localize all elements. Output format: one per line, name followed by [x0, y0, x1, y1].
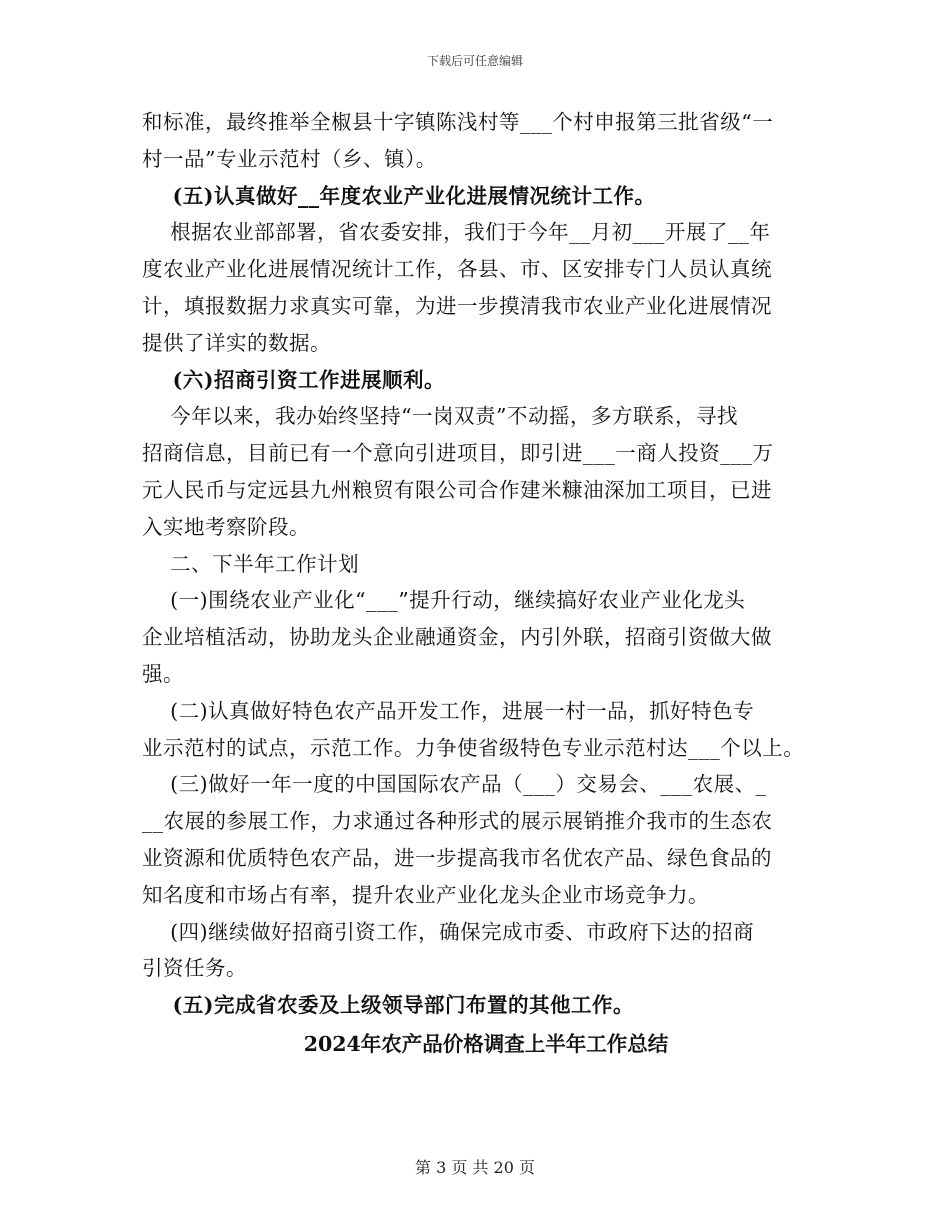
text-line: 今年以来，我办始终坚持“一岗双责”不动摇，多方联系，寻找	[142, 404, 739, 429]
document-title: 2024年农产品价格调查上半年工作总结	[303, 1031, 669, 1056]
text-line: 提供了详实的数据。	[142, 330, 331, 355]
section-heading: (六)招商引资工作进展顺利。	[142, 367, 445, 392]
text-line: 元人民币与定远县九州粮贸有限公司合作建米糠油深加工项目，已进	[142, 477, 772, 502]
text-line: __农展的参展工作，力求通过各种形式的展示展销推介我市的生态农	[142, 809, 773, 834]
text-line: 强。	[142, 661, 184, 686]
text-line: (三)做好一年一度的中国国际农产品（___）交易会、___农展、_	[142, 772, 767, 797]
text-line: (一)围绕农业产业化“___”提升行动，继续搞好农业产业化龙头	[142, 588, 746, 613]
text-line: 业资源和优质特色农产品，进一步提高我市名优农产品、绿色食品的	[142, 845, 772, 870]
section-heading: 二、下半年工作计划	[142, 551, 360, 576]
text-line: 知名度和市场占有率，提升农业产业化龙头企业市场竞争力。	[142, 882, 709, 907]
text-line: 村一品”专业示范村（乡、镇）。	[142, 146, 437, 171]
text-line: 入实地考察阶段。	[142, 514, 310, 539]
text-line: 根据农业部部署，省农委安排，我们于今年__月初___开展了__年	[142, 220, 771, 245]
section-heading: (五)认真做好__年度农业产业化进展情况统计工作。	[142, 183, 656, 208]
text-line: 招商信息，目前已有一个意向引进项目，即引进___一商人投资___万	[142, 441, 774, 466]
document-body	[142, 104, 822, 1063]
section-heading: (五)完成省农委及上级领导部门布置的其他工作。	[142, 993, 634, 1018]
page-header: 下载后可任意编辑	[426, 54, 523, 68]
text-line: 引资任务。	[142, 956, 247, 981]
text-line: (四)继续做好招商引资工作，确保完成市委、市政府下达的招商	[142, 919, 755, 944]
text-line: 业示范村的试点，示范工作。力争使省级特色专业示范村达___个以上。	[142, 735, 805, 760]
text-line: 度农业产业化进展情况统计工作，各县、市、区安排专门人员认真统	[142, 257, 772, 282]
text-line: 企业培植活动，协助龙头企业融通资金，内引外联，招商引资做大做	[142, 625, 772, 650]
text-line: 和标准，最终推举全椒县十字镇陈浅村等___个村申报第三批省级“一	[142, 110, 774, 134]
page-footer: 第 3 页 共 20 页	[415, 1158, 535, 1177]
text-line: 计，填报数据力求真实可靠，为进一步摸清我市农业产业化进展情况	[142, 293, 772, 318]
text-line: (二)认真做好特色农产品开发工作，进展一村一品，抓好特色专	[142, 698, 755, 723]
